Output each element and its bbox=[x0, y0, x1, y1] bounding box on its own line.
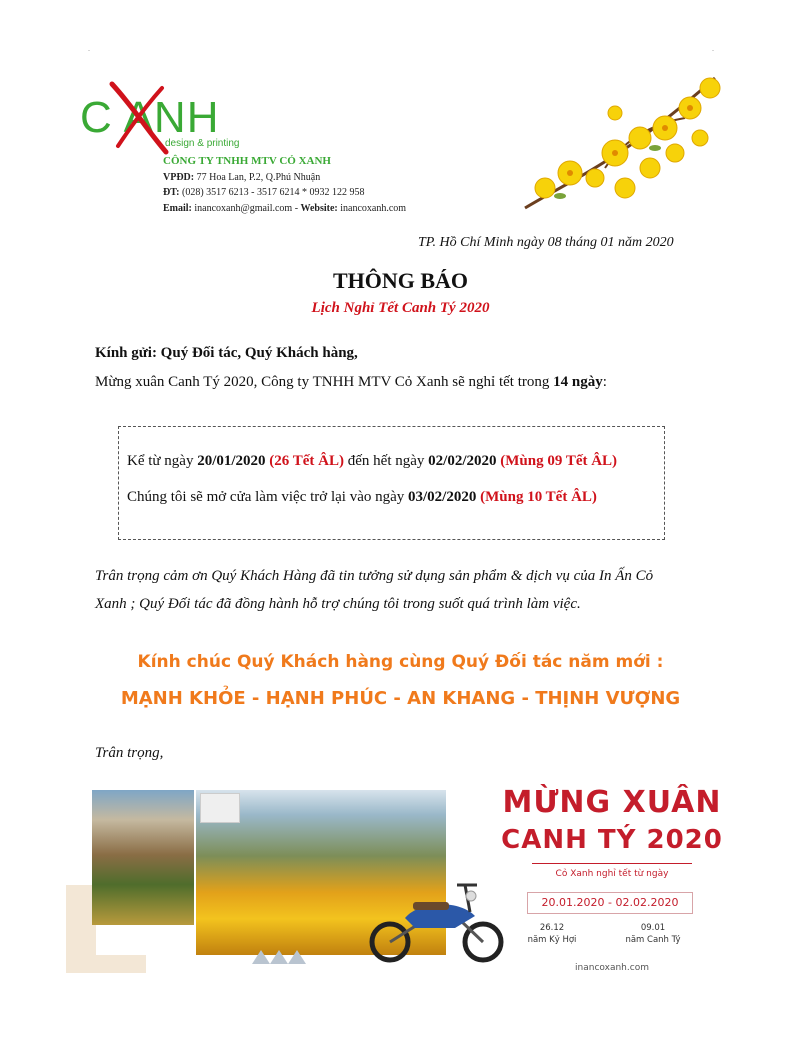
address-label: VPĐD: bbox=[163, 172, 195, 183]
triangle-decoration bbox=[288, 950, 306, 964]
triangle-decoration bbox=[270, 950, 288, 964]
company-name: CÔNG TY TNHH MTV CỎ XANH bbox=[163, 155, 331, 167]
triangle-decoration bbox=[252, 950, 270, 964]
end-lunar-date: (Mùng 09 Tết ÂL) bbox=[496, 453, 618, 469]
notice-text: Chúng tôi sẽ mở cửa làm việc trở lại vào ngày bbox=[127, 489, 409, 505]
wish-line-1: Kính chúc Quý Khách hàng cùng Quý Đối tác năm mới : bbox=[137, 652, 664, 672]
reopen-lunar-date: (Mùng 10 Tết ÂL) bbox=[476, 489, 597, 505]
logo-tagline: design & printing bbox=[165, 138, 240, 149]
intro-end: : bbox=[602, 374, 607, 390]
address: 77 Hoa Lan, P.2, Q.Phú Nhuận bbox=[196, 172, 321, 183]
wish-line-2: MẠNH KHỎE - HẠNH PHÚC - AN KHANG - THỊNH VƯỢNG bbox=[120, 688, 681, 709]
email: inancoxanh@gmail.com bbox=[194, 203, 293, 214]
banner-left-date: 26.12 bbox=[539, 923, 565, 933]
end-date: 02/02/2020 bbox=[428, 453, 497, 469]
market-photo bbox=[92, 790, 194, 925]
regards: Trân trọng, bbox=[95, 745, 164, 761]
intro-paragraph bbox=[95, 374, 607, 391]
corner-dot: . bbox=[712, 44, 714, 53]
holiday-notice-box bbox=[118, 426, 665, 540]
website-label: Website: bbox=[300, 203, 338, 214]
intro-text: Mừng xuân Canh Tý 2020, Công ty TNHH MTV Cỏ Xanh sẽ nghỉ tết trong bbox=[95, 374, 554, 390]
address-line bbox=[163, 172, 320, 183]
banner-heading-2: CANH TÝ 2020 bbox=[501, 825, 723, 855]
photo-frame bbox=[200, 793, 240, 823]
notice-line-1 bbox=[127, 453, 617, 470]
apricot-blossom-image bbox=[515, 68, 730, 218]
email-line: Email: inancoxanh@gmail.com - Website: inancoxanh.com bbox=[163, 203, 407, 214]
banner-right-date: 09.01 bbox=[640, 923, 666, 933]
banner-website: inancoxanh.com bbox=[575, 963, 649, 973]
motorbike-image bbox=[365, 880, 510, 965]
phone-line bbox=[163, 187, 364, 198]
banner-subheading: Cỏ Xanh nghỉ tết từ ngày bbox=[555, 869, 669, 879]
page-subtitle: Lịch Nghỉ Tết Canh Tý 2020 bbox=[311, 300, 490, 316]
logo-text: C ANH bbox=[80, 93, 220, 142]
banner-heading-1: MỪNG XUÂN bbox=[502, 785, 722, 820]
thanks-line-1: Trân trọng cảm ơn Quý Khách Hàng đã tin tưởng sử dụng sản phẩm & dịch vụ của In Ấn Cỏ bbox=[95, 568, 654, 584]
page-title: THÔNG BÁO bbox=[332, 268, 469, 293]
notice-text: đến hết ngày bbox=[344, 453, 429, 469]
banner-divider bbox=[532, 863, 692, 864]
start-lunar-date: (26 Tết ÂL) bbox=[265, 453, 345, 469]
notice-line-2 bbox=[127, 489, 597, 506]
corner-dot: . bbox=[88, 44, 90, 53]
greeting: Kính gửi: Quý Đối tác, Quý Khách hàng, bbox=[95, 345, 358, 361]
dateline: TP. Hồ Chí Minh ngày 08 tháng 01 năm 2020 bbox=[418, 235, 674, 250]
intro-days: 14 ngày bbox=[553, 374, 603, 390]
banner-left-label: năm Kỷ Hợi bbox=[527, 935, 577, 945]
notice-text: Kể từ ngày bbox=[127, 453, 198, 469]
phone: (028) 3517 6213 - 3517 6214 * 0932 122 958 bbox=[181, 187, 365, 198]
website: inancoxanh.com bbox=[340, 203, 407, 214]
logo-x-mark bbox=[104, 78, 174, 158]
thanks-line-2: Xanh ; Quý Đối tác đã đồng hành hỗ trợ chúng tôi trong suốt quá trình làm việc. bbox=[95, 596, 581, 612]
banner-date-range: 20.01.2020 - 02.02.2020 bbox=[527, 892, 693, 914]
phone-label: ĐT: bbox=[163, 187, 180, 198]
start-date: 20/01/2020 bbox=[197, 453, 266, 469]
reopen-date: 03/02/2020 bbox=[408, 489, 477, 505]
banner-right-label: năm Canh Tý bbox=[625, 935, 681, 945]
email-label: Email: bbox=[163, 203, 192, 214]
